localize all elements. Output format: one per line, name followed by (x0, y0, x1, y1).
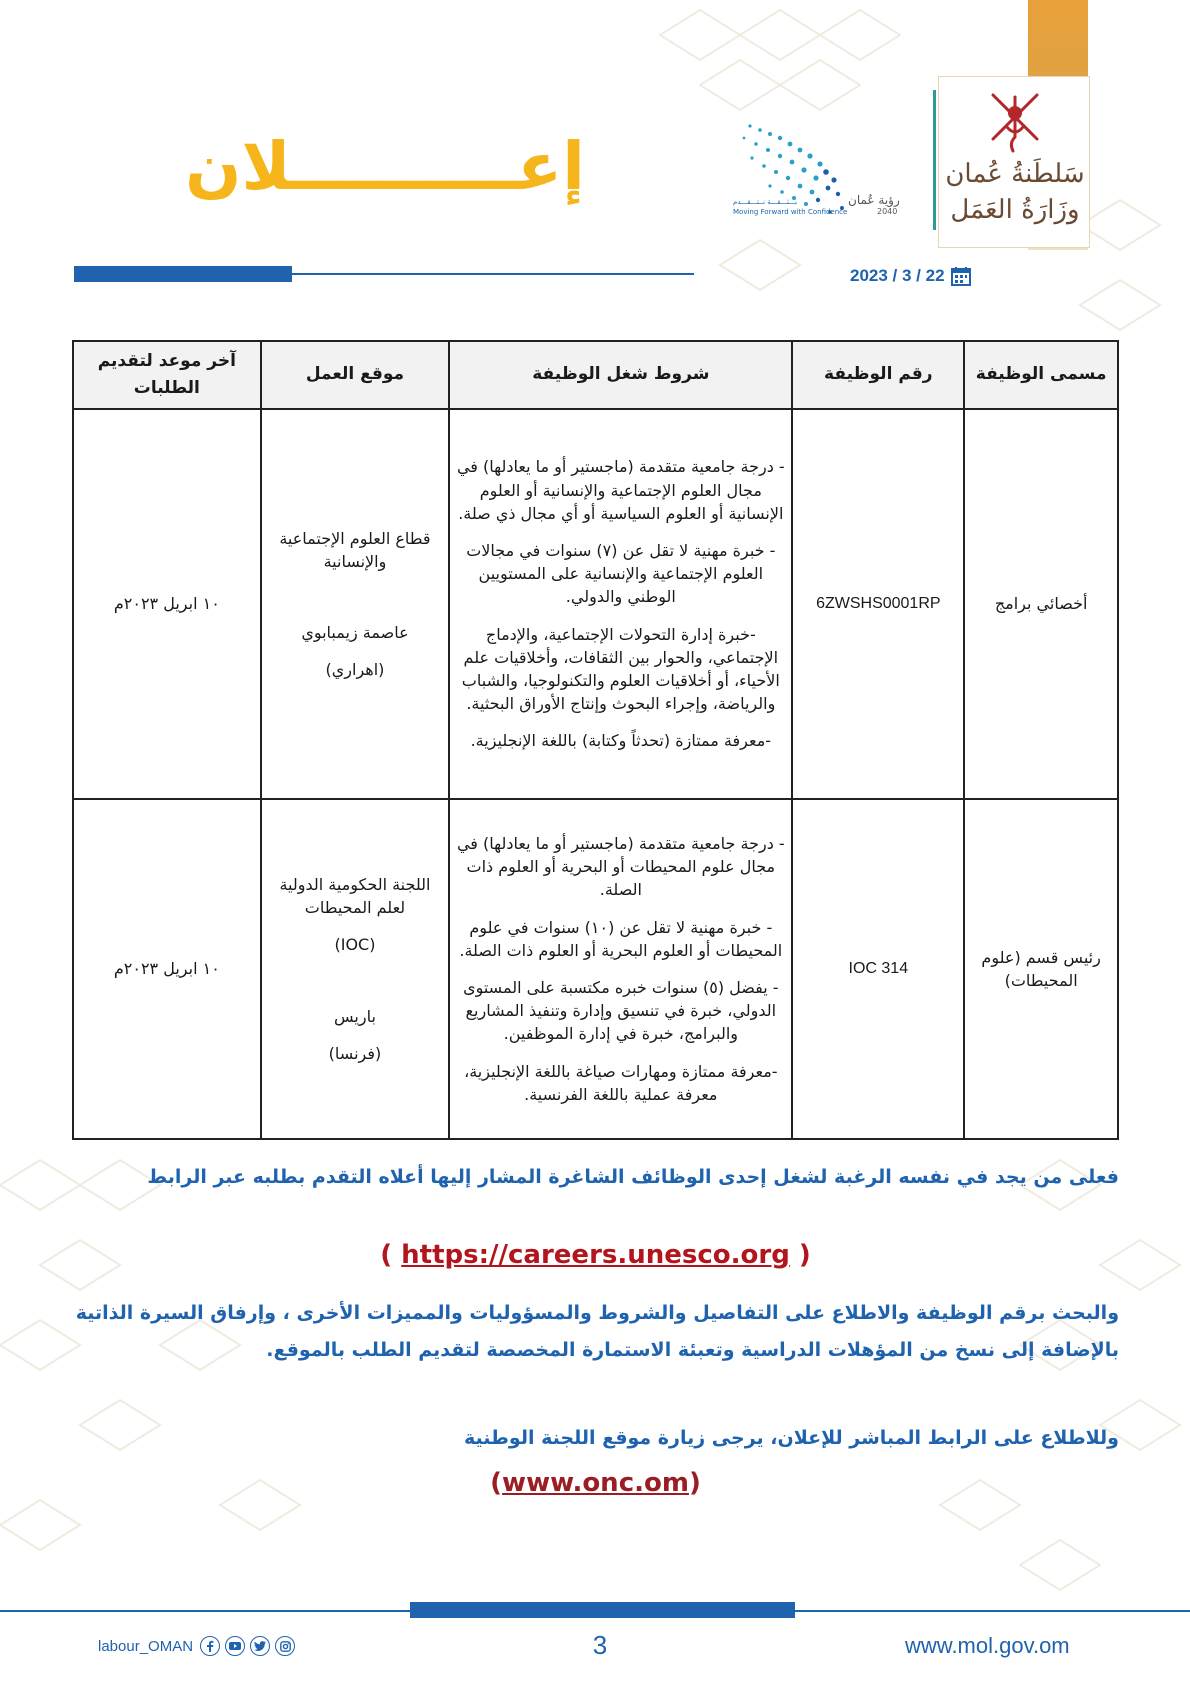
header-job-title: مسمى الوظيفة (964, 341, 1118, 409)
requirement-item: - درجة جامعية متقدمة (ماجستير أو ما يعادلها) في مجال علوم المحيطات أو البحرية أو العلوم ذات الصلة. (456, 834, 785, 900)
requirement-item: - خبرة مهنية لا تقل عن (٧) سنوات في مجالات العلوم الإجتماعية والإنسانية على المستويين الوطني والدولي. (466, 541, 776, 607)
requirements-cell (449, 799, 792, 1139)
table-row (73, 799, 1118, 1139)
requirement-item: - يفضل (٥) سنوات خبره مكتسبة على المستوى الدولي، خبرة في تنسيق وإدارة وتنفيذ المشاريع والبرامج، خبرة في إدارة الموظفين. (463, 978, 779, 1044)
calendar-icon (951, 266, 971, 286)
job-title-cell: أخصائي برامج (964, 409, 1118, 799)
requirement-item: -معرفة ممتازة ومهارات صياغة باللغة الإنجليزية، معرفة عملية باللغة الفرنسية. (464, 1061, 778, 1104)
header-location: موقع العمل (261, 341, 450, 409)
vision-year: 2040 (877, 207, 898, 216)
location-line: (IOC) (334, 935, 376, 955)
location-line: (اهراري) (325, 660, 385, 680)
instagram-icon[interactable] (275, 1636, 295, 1656)
unesco-careers-link[interactable]: ( https://careers.unesco.org ) (380, 1240, 811, 1270)
job-code-cell: 6ZWSHS0001RP (792, 409, 964, 799)
page-number: 3 (592, 1630, 608, 1660)
ministry-name-line1: سَلطَنةُ عُمان (945, 159, 1085, 189)
location-line: عاصمة زيمبابوي (301, 623, 409, 642)
ministry-name-line2: وزَارَةُ العَمَل (950, 195, 1080, 225)
social-handle[interactable]: labour_OMAN (98, 1637, 194, 1655)
onc-link-text[interactable]: www.onc.om (502, 1468, 689, 1498)
announcement-date (850, 264, 971, 288)
table-row (73, 409, 1118, 799)
header-divider (933, 90, 936, 230)
requirement-item: -معرفة ممتازة (تحدثاً وكتابة) باللغة الإنجليزية. (470, 731, 772, 751)
social-links (98, 1636, 295, 1656)
location-cell (261, 409, 450, 799)
vision-tagline-en: Moving Forward with Confidence (733, 208, 848, 216)
requirement-item: - خبرة مهنية لا تقل عن (١٠) سنوات في علوم المحيطات أو العلوم البحرية أو العلوم ذات الصلة. (459, 917, 783, 960)
header-job-code: رقم الوظيفة (792, 341, 964, 409)
job-title-cell: رئيس قسم (علوم المحيطات) (964, 799, 1118, 1139)
announcement-title: إعــــــــــلان (185, 128, 585, 205)
location-line: اللجنة الحكومية الدولية لعلم المحيطات (279, 875, 431, 918)
job-code-cell: IOC 314 (792, 799, 964, 1139)
onc-website-link[interactable]: (www.onc.om) (490, 1468, 701, 1498)
youtube-icon[interactable] (225, 1636, 245, 1656)
title-underline-thick (74, 266, 292, 282)
location-line: (فرنسا) (328, 1043, 382, 1063)
unesco-link-text[interactable]: https://careers.unesco.org (401, 1240, 790, 1270)
requirements-cell (449, 409, 792, 799)
title-underline-thin (292, 273, 694, 275)
location-line: باريس (334, 1006, 376, 1026)
deadline-cell: ١٠ ابريل ٢٠٢٣م (73, 799, 261, 1139)
ministry-website-link[interactable]: www.mol.gov.om (905, 1633, 1070, 1658)
job-vacancies-table (72, 340, 1119, 1140)
visit-instructions: وللاطلاع على الرابط المباشر للإعلان، يرجى زيارة موقع اللجنة الوطنية (464, 1427, 1119, 1449)
search-instructions: والبحث برقم الوظيفة والاطلاع على التفاصيل والشروط والمسؤوليات والمميزات الأخرى ، وإرفاق السيرة الذاتية بالإضافة إلى نسخ من المؤهلات الدراسية وتعبئة الاستمارة المخصصة لتقديم الطلب بالموقع. (75, 1302, 1119, 1361)
deadline-cell: ١٠ ابريل ٢٠٢٣م (73, 409, 261, 799)
header-deadline: آخر موعد لتقديم الطلبات (73, 341, 261, 409)
vision-tagline-ar: بـــثـــقـــة نــتـــقـــدم (733, 198, 798, 206)
oman-emblem-icon (985, 87, 1045, 155)
vision-label: رؤية عُمان (848, 193, 900, 207)
requirement-item: - درجة جامعية متقدمة (ماجستير أو ما يعادلها) في مجال العلوم الإجتماعية والإنسانية أو العلوم الإنسانية أو العلوم السياسية أو أي مجال ذي صلة. (456, 457, 785, 523)
footer-accent-bar (410, 1602, 795, 1618)
apply-instructions: فعلى من يجد في نفسه الرغبة لشغل إحدى الوظائف الشاغرة المشار إليها أعلاه التقدم بطلبه عبر الرابط (147, 1166, 1119, 1188)
date-text: 2023 / 3 / 22 (850, 266, 945, 285)
location-cell (261, 799, 450, 1139)
requirement-item: -خبرة إدارة التحولات الإجتماعية، والإدماج الإجتماعي، والحوار بين الثقافات، وأخلاقيات علم الأحياء، أو أخلاقيات العلوم والتكنولوجيا، والشباب والرياضة، وإجراء البحوث وإنتاج الأوراق البحثية. (461, 624, 780, 714)
twitter-icon[interactable] (250, 1636, 270, 1656)
header-requirements: شروط شغل الوظيفة (449, 341, 792, 409)
ministry-logo (938, 76, 1090, 248)
location-line: قطاع العلوم الإجتماعية والإنسانية (279, 528, 431, 571)
facebook-icon[interactable] (200, 1636, 220, 1656)
table-header-row (73, 341, 1118, 409)
